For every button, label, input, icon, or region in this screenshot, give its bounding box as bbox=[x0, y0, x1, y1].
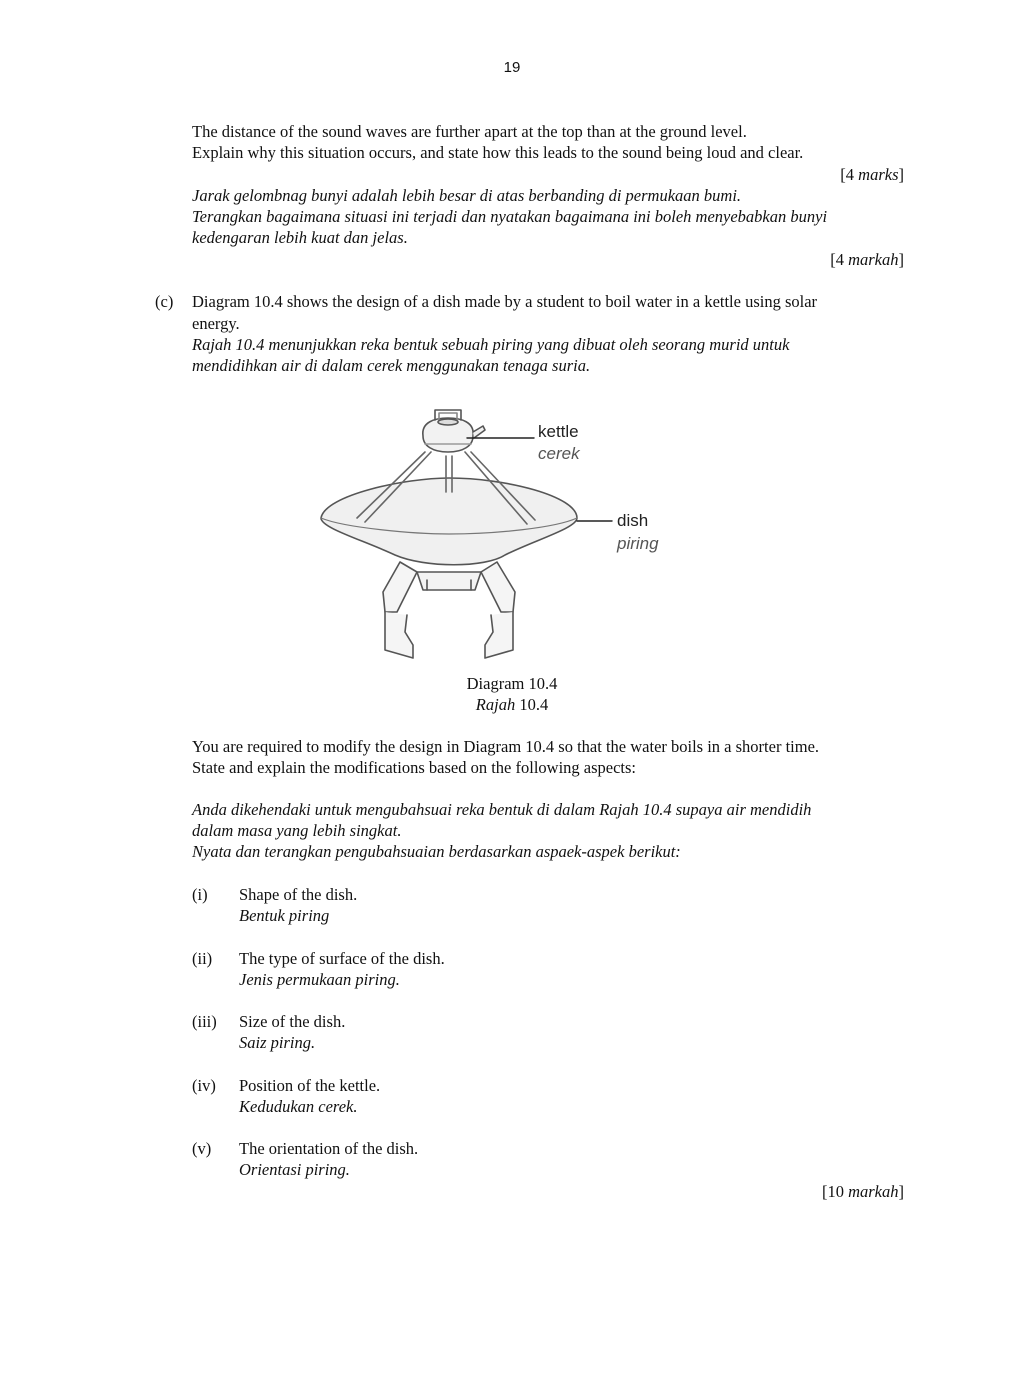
question-b-malay-line-2: Terangkan bagaimana situasi ini terjadi dan nyatakan bagaimana ini boleh menyebabkan bunyi bbox=[192, 207, 828, 226]
question-c-label: (c) bbox=[155, 292, 174, 311]
item-number: (i) bbox=[192, 885, 208, 904]
question-b-english-line-2: Explain why this situation occurs, and state how this leads to the sound being loud and clear. bbox=[192, 143, 804, 162]
item-number: (iii) bbox=[192, 1012, 217, 1031]
question-c-english-line-2: energy. bbox=[192, 314, 240, 333]
task-english-line-1: You are required to modify the design in Diagram 10.4 so that the water boils in a shorter time. bbox=[192, 737, 820, 756]
label-dish: dish bbox=[617, 511, 649, 530]
item-malay: Bentuk piring bbox=[239, 906, 330, 925]
question-b-english-line-1: The distance of the sound waves are further apart at the top than at the ground level. bbox=[192, 122, 747, 141]
item-number: (iv) bbox=[192, 1076, 216, 1095]
question-c-malay-line-2: mendidihkan air di dalam cerek menggunakan tenaga suria. bbox=[192, 356, 591, 375]
marks-malay: [4 markah] bbox=[830, 250, 904, 269]
item-malay: Saiz piring. bbox=[239, 1033, 316, 1052]
question-b-malay-line-3: kedengaran lebih kuat dan jelas. bbox=[192, 228, 408, 247]
task-malay-line-2: dalam masa yang lebih singkat. bbox=[192, 821, 402, 840]
kettle-shape bbox=[423, 410, 485, 452]
task-malay-line-1: Anda dikehendaki untuk mengubahsuai reka bentuk di dalam Rajah 10.4 supaya air mendidih bbox=[192, 800, 812, 819]
item-number: (ii) bbox=[192, 949, 213, 968]
item-malay: Orientasi piring. bbox=[239, 1160, 350, 1179]
dish-stand bbox=[383, 562, 515, 658]
item-number: (v) bbox=[192, 1139, 212, 1158]
label-kettle: kettle bbox=[538, 422, 579, 441]
question-c-english-line-1: Diagram 10.4 shows the design of a dish made by a student to boil water in a kettle using solar bbox=[192, 292, 818, 311]
item-english: Position of the kettle. bbox=[239, 1076, 381, 1095]
item-english: The orientation of the dish. bbox=[239, 1139, 419, 1158]
question-c-malay-line-1: Rajah 10.4 menunjukkan reka bentuk sebuah piring yang dibuat oleh seorang murid untuk bbox=[192, 335, 790, 354]
diagram-caption-malay: Rajah 10.4 bbox=[475, 695, 549, 714]
page-number: 19 bbox=[503, 59, 521, 76]
label-piring: piring bbox=[617, 534, 659, 553]
item-malay: Kedudukan cerek. bbox=[239, 1097, 358, 1116]
marks-english: [4 marks] bbox=[840, 165, 904, 184]
task-english-line-2: State and explain the modifications based on the following aspects: bbox=[192, 758, 637, 777]
item-english: Size of the dish. bbox=[239, 1012, 346, 1031]
item-english: Shape of the dish. bbox=[239, 885, 358, 904]
dish-rim bbox=[321, 478, 577, 565]
item-malay: Jenis permukaan piring. bbox=[239, 970, 400, 989]
final-marks: [10 markah] bbox=[821, 1182, 904, 1201]
item-english: The type of surface of the dish. bbox=[239, 949, 445, 968]
label-cerek: cerek bbox=[538, 444, 580, 463]
question-b-malay-line-1: Jarak gelombnag bunyi adalah lebih besar di atas berbanding di permukaan bumi. bbox=[192, 186, 742, 205]
task-malay-line-3: Nyata dan terangkan pengubahsuaian berdasarkan aspaek-aspek berikut: bbox=[192, 842, 681, 861]
diagram-caption-english: Diagram 10.4 bbox=[466, 674, 558, 693]
